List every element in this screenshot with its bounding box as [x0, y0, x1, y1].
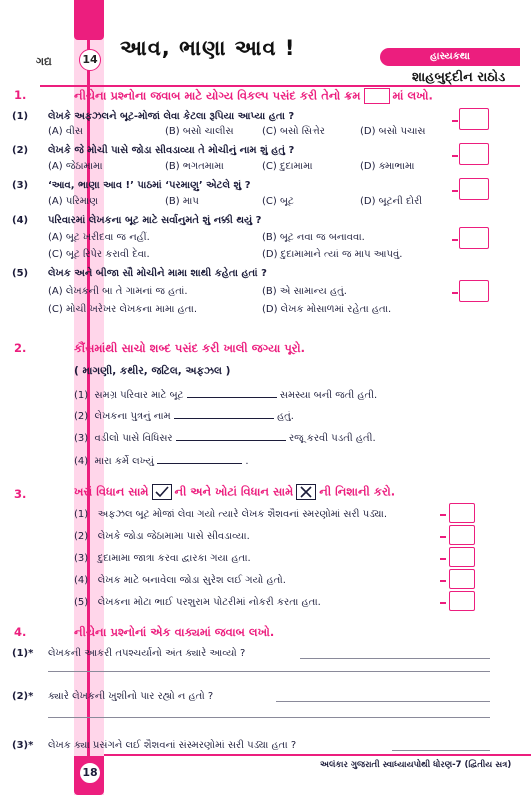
option-b: (B) માપ — [165, 196, 199, 207]
section-4-number: 4. — [14, 625, 27, 639]
fill-item — [74, 389, 377, 403]
question-number: (1)* — [12, 648, 34, 659]
statement-text: લેખક માટે બનાવેલા જોડા સુરેશ લઈ ગયો હતો. — [97, 575, 286, 586]
statement-item — [74, 574, 286, 588]
question-text: લેખકની આકરી તપશ્ચર્યાનો અંત ક્યારે આવ્યો ? — [48, 648, 246, 659]
option-d: (D) લેખક મોસાળમાં રહેતા હતા. — [262, 304, 392, 315]
cross-mark-box — [296, 484, 316, 500]
question-number: (2) — [12, 145, 29, 156]
option-b: (B) ભગતમામા — [165, 161, 224, 172]
blank-line[interactable] — [176, 440, 286, 441]
option-d: (D) ક્માભામા — [360, 161, 415, 172]
genre-ribbon: હાસ્યકથા — [380, 48, 520, 66]
answer-dash — [440, 536, 446, 538]
section-2-title: કૌંસમાંથી સાચો શબ્દ પસંદ કરી ખાલી જગ્યા પૂરો. — [74, 341, 305, 355]
question-number: (5) — [12, 268, 29, 279]
author-name: શાહબુદ્દીન રાઠોડ — [412, 70, 506, 85]
option-b: (B) બસો ચાલીસ — [165, 126, 234, 137]
section-4-title: નીચેના પ્રશ્નોનાં એક વાક્યમાં જવાબ લખો. — [74, 625, 275, 639]
footer-divider — [104, 754, 531, 756]
item-number: (2) — [74, 411, 89, 422]
item-text-start: મારા કર્મે લખ્યું — [94, 456, 154, 467]
option-d: (D) દુદામામાને ત્યાં જ માપ આપવું. — [262, 249, 403, 260]
lesson-title: આવ, ભાણા આવ ! — [120, 36, 296, 60]
statement-item — [74, 552, 251, 566]
option-a: (A) વીસ — [48, 126, 84, 137]
blank-line[interactable] — [157, 463, 242, 464]
question-number: (3) — [12, 180, 29, 191]
section-label: ગદ્ય — [36, 55, 52, 68]
check-mark-box — [152, 484, 172, 500]
answer-box[interactable] — [449, 525, 475, 545]
section-3-title-c: ની નિશાની કરો. — [319, 484, 396, 499]
fill-item — [74, 455, 249, 469]
option-b: (B) એ સામાન્ય હતું. — [262, 286, 347, 297]
answer-box[interactable] — [459, 178, 489, 200]
item-number: (4) — [74, 456, 89, 467]
section-1-title — [74, 88, 433, 104]
section-3-title-a: ખરાં વિધાન સામે — [74, 484, 149, 499]
answer-box[interactable] — [449, 503, 475, 523]
item-text-end: . — [245, 456, 249, 467]
page-number: 18 — [79, 762, 101, 784]
answer-dash — [452, 190, 458, 192]
item-text-end: હતું. — [277, 411, 294, 422]
fill-item — [74, 432, 376, 446]
question-text: પરિવારમાં લેખકના બૂટ માટે સર્વાનુમતે શું નક્કી થયું ? — [48, 215, 262, 226]
answer-box[interactable] — [449, 591, 475, 611]
statement-text: લેખકે જોડા જેઠામામા પાસે સીવડાવ્યા. — [97, 531, 250, 542]
option-d: (D) બસો પચાસ — [360, 126, 426, 137]
answer-dash — [440, 514, 446, 516]
answer-box[interactable] — [449, 547, 475, 567]
lesson-number-badge: 14 — [79, 49, 101, 71]
question-number: (3)* — [12, 740, 34, 751]
section-3-number: 3. — [14, 487, 27, 501]
option-a: (A) બૂટ ખરીદવા જ નહીં. — [48, 232, 150, 243]
question-number: (4) — [12, 215, 29, 226]
answer-box[interactable] — [459, 227, 489, 249]
answer-box[interactable] — [459, 143, 489, 165]
section-1-title-end: માં લખો. — [392, 88, 433, 103]
header-divider — [40, 85, 520, 87]
section-3-title — [74, 484, 395, 500]
statement-item — [74, 596, 321, 610]
blank-line[interactable] — [174, 418, 274, 419]
answer-dash — [440, 580, 446, 582]
question-number: (2)* — [12, 691, 34, 702]
option-c: (C) બૂટ રિપેર કરાવી દેવા. — [48, 249, 150, 260]
section-1-number: 1. — [14, 88, 27, 102]
statement-text: અફઝલ બૂટ મોજાં લેવા ગયો ત્યારે લેખક શૈશવનાં સ્મરણોમાં સરી પડ્યા. — [97, 509, 388, 520]
question-text: લેખક અને બીજા સૌ મોચીને મામા શાથી કહેતા હતાં ? — [48, 268, 267, 279]
check-icon — [153, 485, 171, 499]
top-tab — [74, 0, 104, 40]
option-b: (B) બૂટ નવા જ બનાવવા. — [262, 232, 365, 243]
option-a: (A) પરિમાણ — [48, 196, 98, 207]
statement-text: લેખકના મોટા ભાઈ પરશુરામ પોટરીમાં નોકરી કરતા હતા. — [97, 597, 321, 608]
question-text: લેખકે અફઝલને બૂટ-મોજાં લેવા કેટલા રૂપિયા આપ્યા હતા ? — [48, 111, 295, 122]
statement-item — [74, 530, 250, 544]
question-text: લેખક ક્યા પ્રસંગને લઈ શૈશવનાં સંસ્મરણોમાં સરી પડ્યા હતા ? — [48, 740, 297, 751]
item-text-start: વડીલો પાસે વિધિસર — [94, 433, 173, 444]
answer-line[interactable] — [300, 658, 490, 659]
statement-item — [74, 508, 387, 522]
answer-dash — [452, 292, 458, 294]
answer-box[interactable] — [459, 108, 489, 130]
answer-dash — [452, 120, 458, 122]
option-a: (A) લેખકની બા તે ગામનાં જ હતાં. — [48, 286, 188, 297]
item-number: (1) — [74, 509, 89, 520]
section-2-number: 2. — [14, 341, 27, 355]
answer-box[interactable] — [459, 280, 489, 302]
question-text: લેખકે જે મોચી પાસે જોડા સીવડાવ્યા તે મોચીનું નામ શું હતું ? — [48, 145, 295, 156]
option-c: (C) મોચી ખરેખર લેખકના મામા હતા. — [48, 304, 198, 315]
item-number: (3) — [74, 433, 89, 444]
section-3-title-b: ની અને ખોટાં વિધાન સામે — [174, 484, 294, 499]
option-a: (A) જેઠામામા — [48, 161, 103, 172]
option-c: (C) દુદામામા — [262, 161, 313, 172]
answer-line[interactable] — [48, 671, 490, 672]
answer-box-sample — [364, 88, 390, 104]
answer-line[interactable] — [392, 750, 490, 751]
item-number: (1) — [74, 390, 89, 401]
section-1-title-start: નીચેના પ્રશ્નોના જવાબ માટે યોગ્ય વિકલ્પ પસંદ કરી તેનો ક્રમ — [74, 88, 361, 103]
answer-dash — [452, 239, 458, 241]
question-text: ‘આવ, ભાણા આવ !’ પાઠમાં ‘પરમાણુ’ એટલે શું ? — [48, 180, 251, 191]
option-c: (C) બસો સિત્તેર — [262, 126, 325, 137]
item-text-end: રજૂ કરવી પડતી હતી. — [288, 433, 376, 444]
item-text-start: લેખકના પુત્રનું નામ — [94, 411, 171, 422]
fill-item — [74, 410, 294, 424]
answer-dash — [440, 558, 446, 560]
option-d: (D) બૂટની દોરી — [360, 196, 423, 207]
item-number: (5) — [74, 597, 89, 608]
question-number: (1) — [12, 111, 29, 122]
item-text-start: સમગ્ર પરિવાર માટે બૂટ — [94, 390, 184, 401]
answer-dash — [452, 155, 458, 157]
item-number: (2) — [74, 531, 89, 542]
word-options: ( માગણી, કથીર, જટિલ, અફઝલ ) — [74, 365, 231, 377]
item-number: (4) — [74, 575, 89, 586]
book-title: અલંકાર ગુજરાતી સ્વાધ્યાયપોથી ધોરણ-7 (દ્વિતીય સત્ર) — [320, 760, 512, 770]
item-text-end: સમસ્યા બની જતી હતી. — [279, 390, 378, 401]
cross-icon — [297, 485, 315, 499]
blank-line[interactable] — [187, 397, 277, 398]
statement-text: દુદામામા જાત્રા કરવા દ્વારકા ગયા હતા. — [97, 553, 251, 564]
item-number: (3) — [74, 553, 89, 564]
question-text: ક્યારે લેખકની ખુશીનો પાર રહ્યો ન હતો ? — [48, 691, 214, 702]
option-c: (C) બૂટ — [262, 196, 294, 207]
answer-line[interactable] — [48, 717, 490, 718]
answer-box[interactable] — [449, 569, 475, 589]
answer-dash — [440, 602, 446, 604]
answer-line[interactable] — [276, 701, 490, 702]
